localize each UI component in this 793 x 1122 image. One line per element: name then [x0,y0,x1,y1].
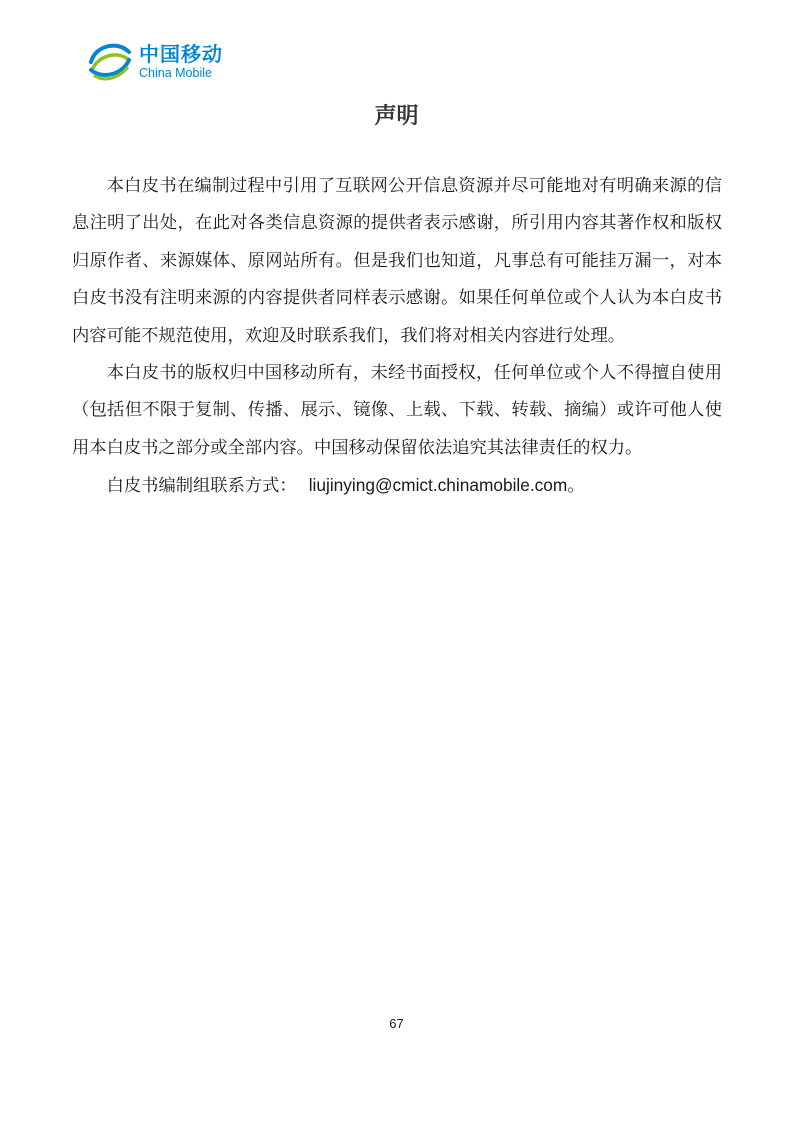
page-title: 声明 [374,104,419,129]
paragraph-copyright: 本白皮书的版权归中国移动所有，未经书面授权，任何单位或个人不得擅自使用（包括但不限于复制、传播、展示、镜像、上载、下载、转载、摘编）或许可他人使用本白皮书之部分或全部内容。中国移动保留依法追究其法律责任的权力。 [72,363,722,458]
logo-chinese-name: 中国移动 [139,41,223,66]
paragraph-contact [72,467,722,505]
statement-body [72,168,722,506]
china-mobile-logo-icon [87,38,133,84]
china-mobile-logo [87,38,223,84]
logo-english-name: China Mobile [139,65,212,80]
contact-end: 。 [567,476,585,497]
paragraph-attribution: 本白皮书在编制过程中引用了互联网公开信息资源并尽可能地对有明确来源的信息注明了出处，在此对各类信息资源的提供者表示感谢，所引用内容其著作权和版权归原作者、来源媒体、原网站所有。但是我们也知道，凡事总有可能挂万漏一，对本白皮书没有注明来源的内容提供者同样表示感谢。如果任何单位或个人认为本白皮书内容可能不规范使用，欢迎及时联系我们，我们将对相关内容进行处理。 [72,176,722,346]
page-number: 67 [389,1016,404,1031]
contact-email: liujinying@cmict.chinamobile.com [308,475,568,496]
contact-label: 白皮书编制组联系方式： [106,476,297,497]
